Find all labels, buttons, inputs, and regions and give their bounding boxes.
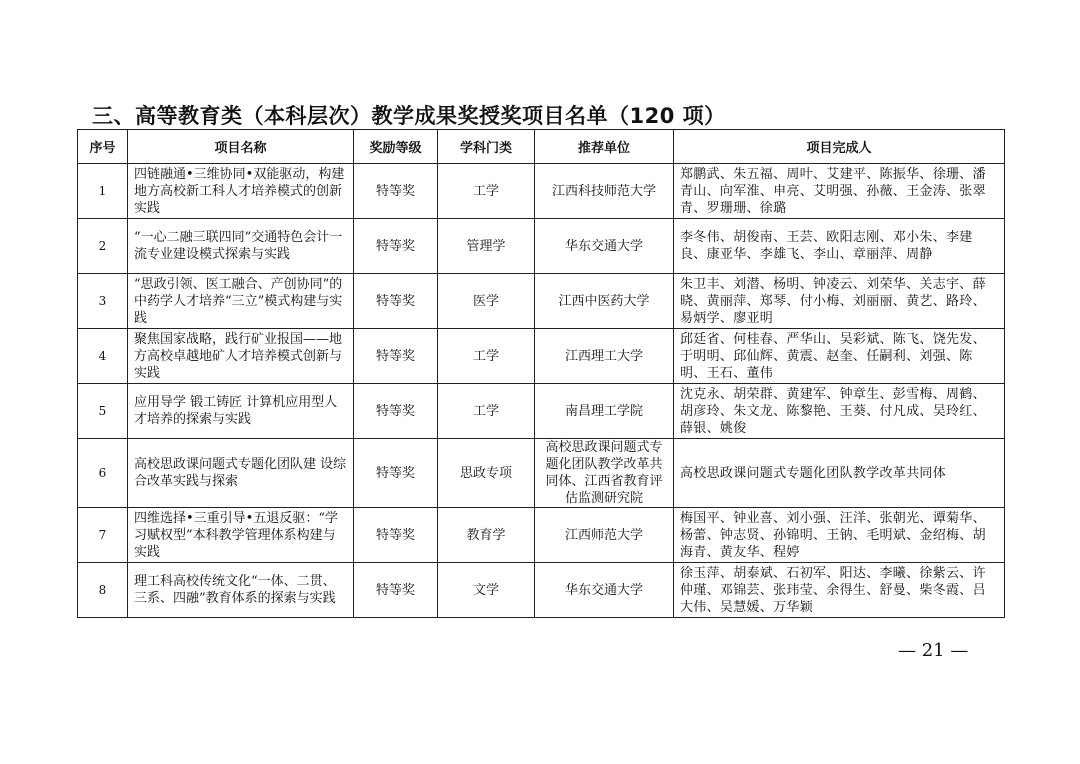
- row-discipline: 工学: [438, 384, 535, 439]
- row-recommending-unit: 高校思政课问题式专题化团队教学改革共同体、江西省教育评估监测研究院: [535, 439, 674, 508]
- row-award-level: 特等奖: [354, 219, 438, 274]
- row-project-name: 应用导学 锻工铸匠 计算机应用型人才培养的探索与实践: [128, 384, 354, 439]
- row-project-name: 聚焦国家战略，践行矿业报国——地方高校卓越地矿人才培养模式创新与实践: [128, 329, 354, 384]
- table-row: [78, 274, 1005, 329]
- row-num: 2: [78, 219, 128, 274]
- row-num: 3: [78, 274, 128, 329]
- row-project-members: 沈克永、胡荣群、黄建军、钟章生、彭雪梅、周鹤、胡彦玲、朱文龙、陈黎艳、王葵、付凡成、吴玲红、薛银、姚俊: [674, 384, 1005, 439]
- row-recommending-unit: 华东交通大学: [535, 219, 674, 274]
- row-discipline: 教育学: [438, 508, 535, 563]
- row-award-level: 特等奖: [354, 164, 438, 219]
- table-row: [78, 164, 1005, 219]
- row-project-members: 李冬伟、胡俊南、王芸、欧阳志刚、邓小朱、李建良、康亚华、李雄飞、李山、章丽萍、周静: [674, 219, 1005, 274]
- award-list-table: [77, 129, 1005, 618]
- row-discipline: 管理学: [438, 219, 535, 274]
- row-project-name: 四维选择•三重引导•五退反驱：“学习赋权型”本科教学管理体系构建与实践: [128, 508, 354, 563]
- row-award-level: 特等奖: [354, 439, 438, 508]
- row-discipline: 工学: [438, 164, 535, 219]
- row-num: 6: [78, 439, 128, 508]
- row-discipline: 工学: [438, 329, 535, 384]
- row-project-members: 徐玉萍、胡泰斌、石初军、阳达、李曦、徐紫云、许仲瑾、邓锦芸、张玮莹、余得生、舒曼、柴冬霞、吕大伟、吴慧媛、万华颖: [674, 563, 1005, 618]
- header-project-members: 项目完成人: [674, 130, 1005, 164]
- row-project-members: 郑鹏武、朱五福、周叶、艾建平、陈振华、徐珊、潘青山、向军淮、申亮、艾明强、孙薇、王金涛、张翠青、罗珊珊、徐璐: [674, 164, 1005, 219]
- row-award-level: 特等奖: [354, 274, 438, 329]
- row-recommending-unit: 江西科技师范大学: [535, 164, 674, 219]
- section-heading: 三、高等教育类（本科层次）教学成果奖授奖项目名单（120 项）: [92, 104, 726, 128]
- row-num: 1: [78, 164, 128, 219]
- row-project-members: 梅国平、钟业喜、刘小强、汪洋、张朝光、谭菊华、杨蕾、钟志贤、孙锦明、王钠、毛明斌、金绍梅、胡海青、黄友华、程婷: [674, 508, 1005, 563]
- row-discipline: 医学: [438, 274, 535, 329]
- row-award-level: 特等奖: [354, 508, 438, 563]
- table-row: [78, 384, 1005, 439]
- header-num: 序号: [78, 130, 128, 164]
- row-recommending-unit: 江西理工大学: [535, 329, 674, 384]
- row-project-members: 朱卫丰、刘潜、杨明、钟凌云、刘荣华、关志宇、薛晓、黄丽萍、郑琴、付小梅、刘丽丽、黄艺、路玲、易炳学、廖亚明: [674, 274, 1005, 329]
- row-project-members: 高校思政课问题式专题化团队教学改革共同体: [674, 439, 1005, 508]
- row-recommending-unit: 华东交通大学: [535, 563, 674, 618]
- page-number: — 21 —: [898, 640, 969, 661]
- header-award-level: 奖励等级: [354, 130, 438, 164]
- row-award-level: 特等奖: [354, 384, 438, 439]
- row-project-name: “思政引领、医工融合、产创协同”的中药学人才培养“三立”模式构建与实践: [128, 274, 354, 329]
- table-row: [78, 219, 1005, 274]
- header-discipline: 学科门类: [438, 130, 535, 164]
- row-recommending-unit: 江西师范大学: [535, 508, 674, 563]
- row-recommending-unit: 南昌理工学院: [535, 384, 674, 439]
- table-row: [78, 439, 1005, 508]
- row-project-name: “一心二融三联四同”交通特色会计一流专业建设模式探索与实践: [128, 219, 354, 274]
- table-row: [78, 508, 1005, 563]
- header-recommending-unit: 推荐单位: [535, 130, 674, 164]
- row-discipline: 文学: [438, 563, 535, 618]
- row-project-name: 四链融通•三维协同•双能驱动，构建地方高校新工科人才培养模式的创新实践: [128, 164, 354, 219]
- row-recommending-unit: 江西中医药大学: [535, 274, 674, 329]
- row-num: 5: [78, 384, 128, 439]
- row-num: 7: [78, 508, 128, 563]
- row-award-level: 特等奖: [354, 329, 438, 384]
- row-project-members: 邱廷省、何桂春、严华山、吴彩斌、陈飞、饶先发、于明明、邱仙辉、黄震、赵奎、任嗣利、刘强、陈明、王石、董伟: [674, 329, 1005, 384]
- row-project-name: 理工科高校传统文化“一体、二贯、三系、四融”教育体系的探索与实践: [128, 563, 354, 618]
- row-discipline: 思政专项: [438, 439, 535, 508]
- table-header-row: [78, 130, 1005, 164]
- row-num: 4: [78, 329, 128, 384]
- row-project-name: 高校思政课问题式专题化团队建 设综合改革实践与探索: [128, 439, 354, 508]
- row-award-level: 特等奖: [354, 563, 438, 618]
- row-num: 8: [78, 563, 128, 618]
- header-project-name: 项目名称: [128, 130, 354, 164]
- table-row: [78, 329, 1005, 384]
- table-row: [78, 563, 1005, 618]
